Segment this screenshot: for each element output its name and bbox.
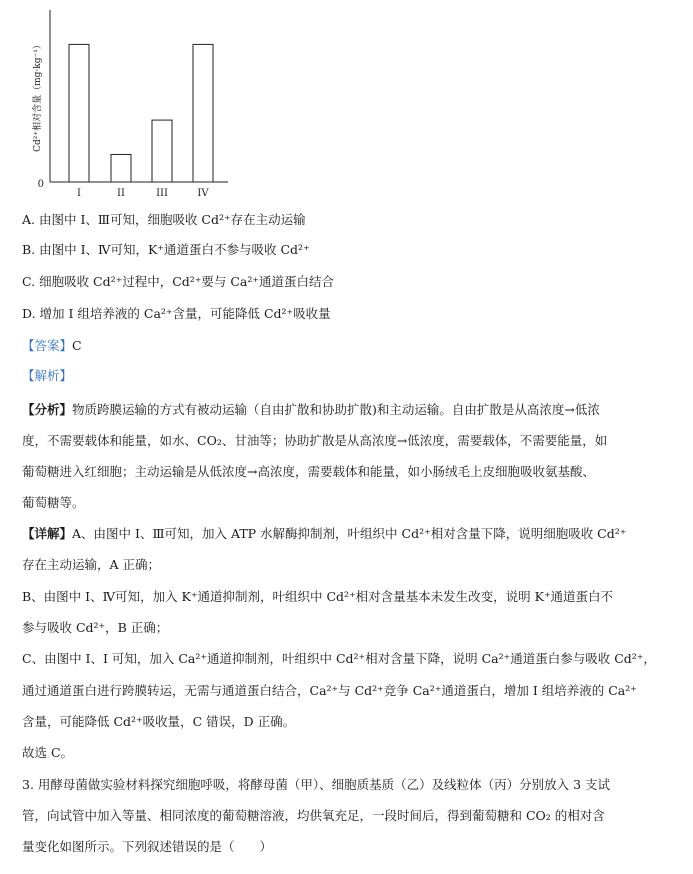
fenxi-tag: 【分析】	[22, 402, 73, 417]
question3-line-2: 管，向试管中加入等量、相同浓度的葡萄糖溶液，均供氧充足，一段时间后，得到葡萄糖和 CO₂ 的相对含	[22, 808, 605, 823]
fenxi-line-3: 葡萄糖进入红细胞；主动运输是从低浓度→高浓度，需要载体和能量，如小肠绒毛上皮细胞吸收氨基酸、	[22, 464, 595, 479]
xiangjie-text-a1: A、由图中 I、Ⅲ可知，加入 ATP 水解酶抑制剂，叶组织中 Cd²⁺相对含量下降，说明细胞吸收 Cd²⁺	[72, 526, 627, 541]
fenxi-line-1	[22, 403, 600, 417]
option-a: A. 由图中 I、Ⅲ可知，细胞吸收 Cd²⁺存在主动运输	[22, 212, 306, 227]
xiangjie-line-a1	[22, 527, 626, 541]
x-tick-label: I	[77, 188, 81, 198]
question3-line-3: 量变化如图所示。下列叙述错误的是（ ）	[22, 839, 273, 854]
origin-label: 0	[37, 179, 44, 190]
xiangjie-line-c2: 通过通道蛋白进行跨膜转运，无需与通道蛋白结合，Ca²⁺与 Cd²⁺竞争 Ca²⁺通道蛋白，增加 I 组培养液的 Ca²⁺	[22, 683, 637, 698]
x-tick-label: IV	[197, 188, 209, 198]
xiangjie-line-c3: 含量，可能降低 Cd²⁺吸收量，C 错误，D 正确。	[22, 714, 296, 729]
xiangjie-tag: 【详解】	[22, 526, 73, 541]
option-c: C. 细胞吸收 Cd²⁺过程中，Cd²⁺要与 Ca²⁺通道蛋白结合	[22, 274, 334, 289]
y-axis-label: Cd²⁺相对含量（mg·kg⁻¹）	[33, 40, 43, 152]
fenxi-text-1: 物质跨膜运输的方式有被动运输（自由扩散和协助扩散)和主动运输。自由扩散是从高浓度→低浓	[72, 402, 600, 417]
fenxi-line-2: 度，不需要载体和能量，如水、CO₂、甘油等；协助扩散是从高浓度→低浓度，需要载体，不需要能量，如	[22, 433, 608, 448]
answer-tag: 【答案】	[22, 338, 73, 353]
xiangjie-line-b1: B、由图中 I、Ⅳ可知，加入 K⁺通道抑制剂，叶组织中 Cd²⁺相对含量基本未发生改变，说明 K⁺通道蛋白不	[22, 589, 614, 604]
bar-IV	[193, 44, 213, 182]
x-tick-label: III	[156, 188, 168, 198]
option-d: D. 增加 I 组培养液的 Ca²⁺含量，可能降低 Cd²⁺吸收量	[22, 306, 331, 321]
answer-value: C	[72, 338, 82, 353]
bar-III	[152, 120, 172, 182]
fenxi-line-4: 葡萄糖等。	[22, 495, 85, 510]
xiangjie-line-a2: 存在主动运输，A 正确；	[22, 557, 161, 572]
xiangjie-line-c1: C、由图中 I、I 可知，加入 Ca²⁺通道抑制剂，叶组织中 Cd²⁺相对含量下降，说明 Ca²⁺通道蛋白参与吸收 Cd²⁺，	[22, 651, 656, 666]
bar-II	[111, 154, 131, 182]
x-tick-label: II	[117, 188, 125, 198]
xiangjie-line-b2: 参与吸收 Cd²⁺，B 正确；	[22, 620, 169, 635]
bar-I	[69, 44, 89, 182]
question3-line-1: 3. 用酵母菌做实验材料探究细胞呼吸，将酵母菌（甲）、细胞质基质（乙）及线粒体（丙）分别放入 3 支试	[22, 777, 611, 792]
option-b: B. 由图中 I、Ⅳ可知，K⁺通道蛋白不参与吸收 Cd²⁺	[22, 242, 310, 257]
conclusion: 故选 C。	[22, 745, 74, 760]
bar-chart	[22, 6, 242, 198]
analysis-tag: 【解析】	[22, 368, 73, 383]
answer-line	[22, 339, 82, 353]
